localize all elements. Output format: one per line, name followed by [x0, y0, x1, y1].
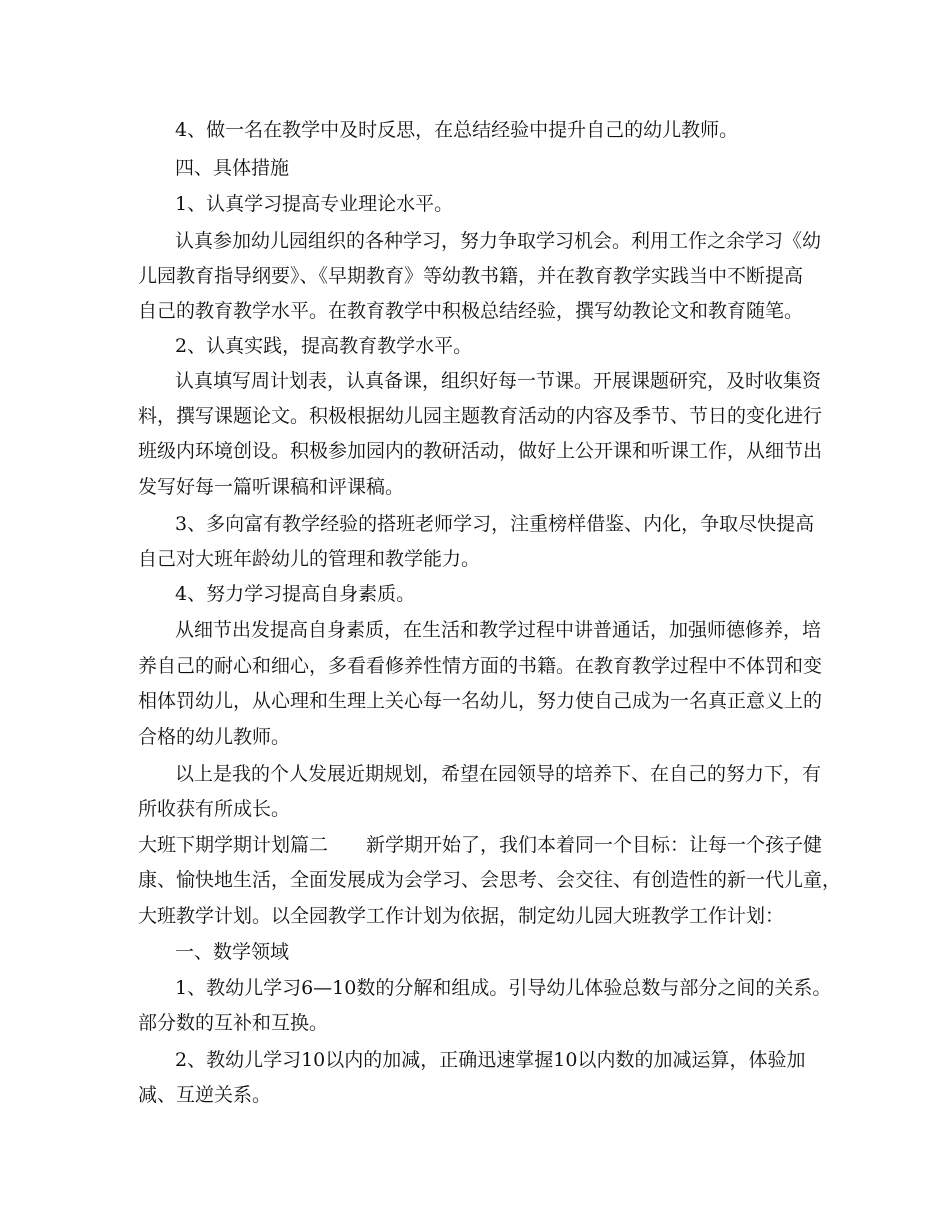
text-line: 2、教幼儿学习10以内的加减，正确迅速掌握10以内数的加减运算，体验加	[175, 1049, 806, 1071]
text-line: 儿园教育指导纲要》、《早期教育》等幼教书籍，并在教育教学实践当中不断提高	[138, 265, 804, 287]
text-line: 1、教幼儿学习6—10数的分解和组成。引导幼儿体验总数与部分之间的关系。	[175, 977, 832, 999]
text-line: 认真填写周计划表，认真备课，组织好每一节课。开展课题研究，及时收集资	[175, 370, 822, 392]
text-line: 养自己的耐心和细心，多看看修养性情方面的书籍。在教育教学过程中不体罚和变	[138, 655, 823, 677]
text-line: 发写好每一篇听课稿和评课稿。	[138, 476, 405, 498]
text-line: 部分数的互补和互换。	[138, 1012, 329, 1034]
text-line: 3、多向富有教学经验的搭班老师学习，注重榜样借鉴、内化，争取尽快提高	[175, 513, 815, 535]
text-line: 大班下期学期计划篇二 新学期开始了，我们本着同一个目标：让每一个孩子健	[138, 834, 823, 856]
text-line: 以上是我的个人发展近期规划，希望在园领导的培养下、在自己的努力下，有	[175, 763, 822, 785]
text-line: 减、互逆关系。	[138, 1084, 272, 1106]
text-line: 2、认真实践，提高教育教学水平。	[175, 335, 473, 357]
text-line: 4、做一名在教学中及时反思，在总结经验中提升自己的幼儿教师。	[175, 119, 739, 141]
text-line: 康、愉快地生活，全面发展成为会学习、会思考、会交往、有创造性的新一代儿童，	[138, 869, 842, 891]
text-line: 料，撰写课题论文。积极根据幼儿园主题教育活动的内容及季节、节日的变化进行	[138, 405, 823, 427]
text-line: 自己的教育教学水平。在教育教学中积极总结经验，撰写幼教论文和教育随笔。	[138, 300, 804, 322]
text-line: 大班教学计划。以全园教学工作计划为依据，制定幼儿园大班教学工作计划：	[138, 905, 785, 927]
section-heading: 四、具体措施	[175, 157, 290, 179]
text-line: 所收获有所成长。	[138, 798, 291, 820]
section-heading: 一、数学领域	[175, 941, 290, 963]
text-line: 自己对大班年龄幼儿的管理和教学能力。	[138, 548, 481, 570]
text-line: 相体罚幼儿，从心理和生理上关心每一名幼儿，努力使自己成为一名真正意义上的	[138, 690, 823, 712]
text-line: 认真参加幼儿园组织的各种学习，努力争取学习机会。利用工作之余学习《幼	[175, 230, 822, 252]
text-line: 班级内环境创设。积极参加园内的教研活动，做好上公开课和听课工作，从细节出	[138, 440, 823, 462]
text-line: 1、认真学习提高专业理论水平。	[175, 193, 454, 215]
text-line: 从细节出发提高自身素质，在生活和教学过程中讲普通话，加强师德修养，培	[175, 619, 822, 641]
text-line: 合格的幼儿教师。	[138, 726, 291, 748]
text-line: 4、努力学习提高自身素质。	[175, 583, 416, 605]
